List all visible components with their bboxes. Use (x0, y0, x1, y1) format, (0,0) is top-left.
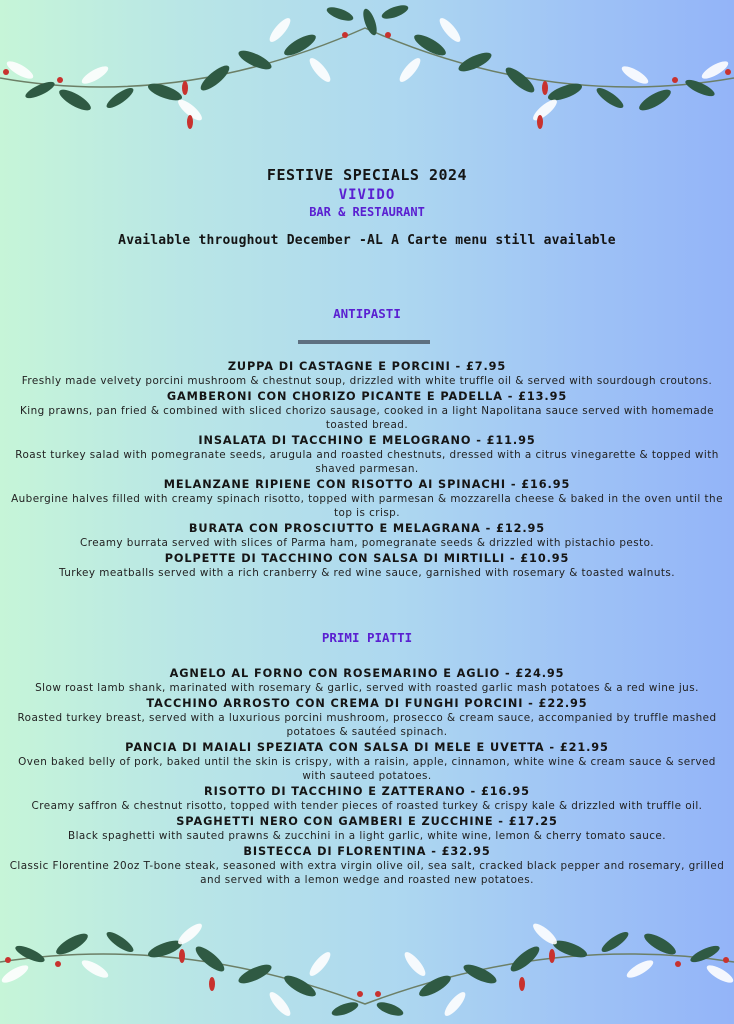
item-description: Creamy saffron & chestnut risotto, topped with tender pieces of roasted turkey & crispy kale & drizzled with truffle oil. (31, 800, 703, 812)
item-description: King prawns, pan fried & combined with sliced chorizo sausage, cooked in a light Napolitana sauce served with homemade toasted bread. (19, 405, 715, 431)
item-name: PANCIA DI MAIALI SPEZIATA CON SALSA DI MELE E UVETTA - £21.95 (125, 741, 609, 754)
menu-item (0, 433, 734, 476)
item-name: SPAGHETTI NERO CON GAMBERI E ZUCCHINE - £17.25 (176, 815, 558, 828)
menu-item (0, 389, 734, 432)
item-name: GAMBERONI CON CHORIZO PICANTE E PADELLA - £13.95 (166, 390, 568, 403)
garland-top-group (0, 3, 734, 129)
item-name: AGNELO AL FORNO CON ROSEMARINO E AGLIO - £24.95 (169, 667, 565, 680)
item-description: Aubergine halves filled with creamy spinach risotto, topped with parmesan & mozzarella cheese & baked in the oven until the top is crisp. (11, 493, 723, 519)
section-divider (298, 340, 430, 344)
section-title-antipasti: ANTIPASTI (333, 306, 401, 321)
restaurant-name: VIVIDO (338, 187, 396, 203)
availability-note: Available throughout December -AL A Carte menu still available (118, 233, 616, 248)
item-name: MELANZANE RIPIENE CON RISOTTO AI SPINACHI - £16.95 (163, 478, 571, 491)
menu-item (0, 477, 734, 520)
top-holly-garland-icon (0, 0, 734, 150)
item-name: ZUPPA DI CASTAGNE E PORCINI - £7.95 (227, 360, 507, 373)
menu-item (0, 784, 734, 813)
menu-item (0, 844, 734, 887)
item-name: RISOTTO DI TACCHINO E ZATTERANO - £16.95 (204, 785, 530, 798)
garland-bottom-group (0, 921, 734, 1019)
primi-piatti-list (0, 666, 734, 888)
restaurant-subtitle: BAR & RESTAURANT (309, 205, 425, 219)
menu-item (0, 521, 734, 550)
menu-item (0, 359, 734, 388)
menu-header (0, 166, 734, 248)
item-description: Oven baked belly of pork, baked until the skin is crispy, with a raisin, apple, cinnamon, white wine & cream sauce & served with sauteed potatoes. (18, 756, 716, 782)
item-description: Slow roast lamb shank, marinated with rosemary & garlic, served with roasted garlic mash potatoes & a red wine jus. (35, 682, 699, 694)
bottom-holly-garland-icon (0, 914, 734, 1024)
item-description: Roast turkey salad with pomegranate seeds, arugula and roasted chestnuts, dressed with a citrus vinegarette & topped with shaved parmesan. (15, 449, 719, 475)
menu-item (0, 696, 734, 739)
item-name: BURATA CON PROSCIUTTO E MELAGRANA - £12.95 (188, 522, 546, 535)
menu-title: FESTIVE SPECIALS 2024 (266, 166, 468, 184)
menu-item (0, 551, 734, 580)
item-name: INSALATA DI TACCHINO E MELOGRANO - £11.95 (198, 434, 536, 447)
item-description: Roasted turkey breast, served with a luxurious porcini mushroom, prosecco & cream sauce, accompanied by truffle mashed potatoes & sautéed spinach. (17, 712, 717, 738)
section-title-primi-piatti: PRIMI PIATTI (321, 630, 413, 645)
item-name: BISTECCA DI FLORENTINA - £32.95 (243, 845, 491, 858)
menu-item (0, 740, 734, 783)
item-description: Classic Florentine 20oz T-bone steak, seasoned with extra virgin olive oil, sea salt, cracked black pepper and rosemary, grilled and served with a lemon wedge and roasted new potatoes. (9, 860, 725, 886)
item-description: Turkey meatballs served with a rich cranberry & red wine sauce, garnished with rosemary & toasted walnuts. (58, 567, 676, 579)
menu-item (0, 666, 734, 695)
item-name: TACCHINO ARROSTO CON CREMA DI FUNGHI PORCINI - £22.95 (146, 697, 588, 710)
menu-item (0, 814, 734, 843)
item-description: Creamy burrata served with slices of Parma ham, pomegranate seeds & drizzled with pistachio pesto. (80, 537, 654, 549)
item-name: POLPETTE DI TACCHINO CON SALSA DI MIRTILLI - £10.95 (164, 552, 570, 565)
item-description: Black spaghetti with sauted prawns & zucchini in a light garlic, white wine, lemon & cherry tomato sauce. (68, 830, 666, 842)
item-description: Freshly made velvety porcini mushroom & chestnut soup, drizzled with white truffle oil & served with sourdough croutons. (21, 375, 713, 387)
antipasti-list (0, 359, 734, 581)
